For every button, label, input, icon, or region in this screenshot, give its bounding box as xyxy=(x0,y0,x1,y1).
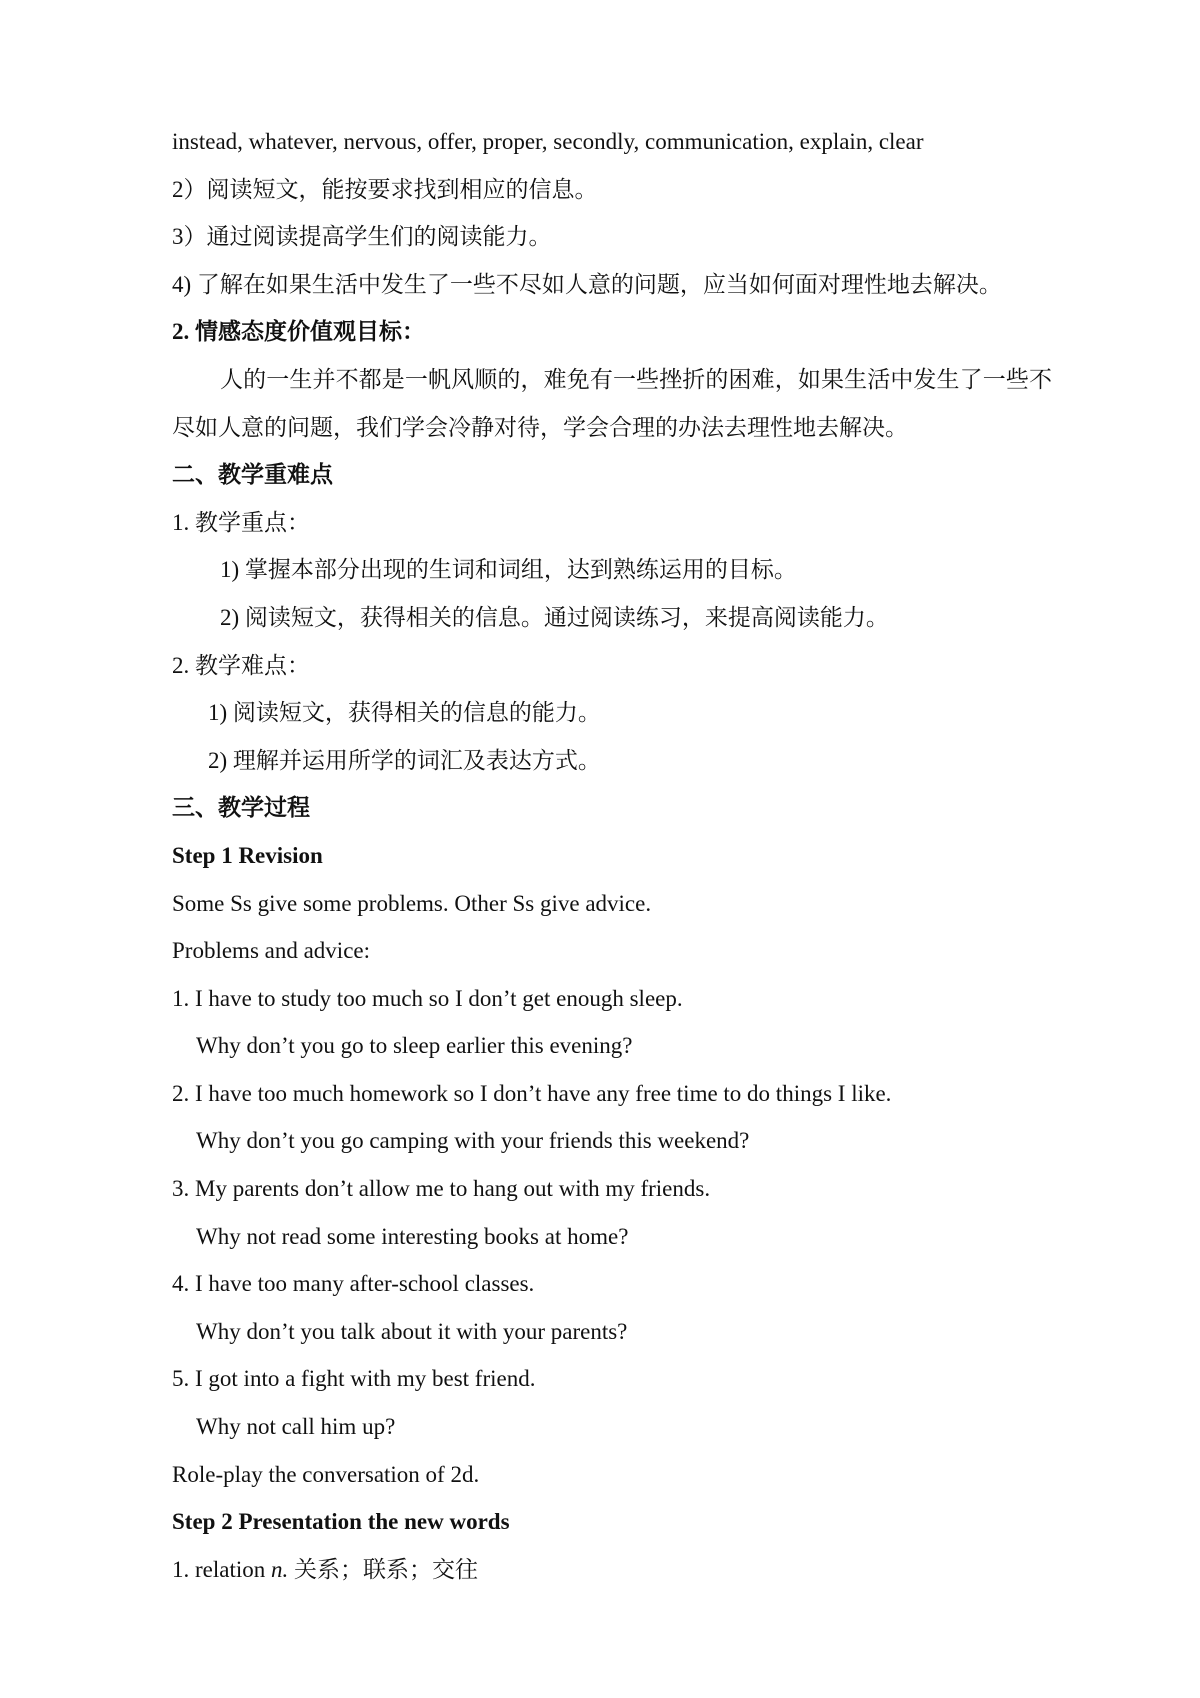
objective-4: 4) 了解在如果生活中发生了一些不尽如人意的问题，应当如何面对理性地去解决。 xyxy=(172,271,1002,297)
word-term: 1. relation xyxy=(172,1556,266,1582)
step1-heading: Step 1 Revision xyxy=(172,842,323,868)
objective-2: 2）阅读短文，能按要求找到相应的信息。 xyxy=(172,176,598,202)
difficult-point-1: 1) 阅读短文，获得相关的信息的能力。 xyxy=(208,700,601,726)
objective-3: 3）通过阅读提高学生们的阅读能力。 xyxy=(172,224,552,250)
advice-3: Why not read some interesting books at home? xyxy=(196,1223,629,1249)
problem-4: 4. I have too many after-school classes. xyxy=(172,1271,535,1297)
word-part-of-speech: n. xyxy=(271,1556,289,1582)
emotion-heading: 2. 情感态度价值观目标： xyxy=(172,319,425,345)
word-meaning: 关系；联系；交往 xyxy=(294,1556,478,1582)
document-page xyxy=(172,118,1052,1593)
section3-heading: 三、教学过程 xyxy=(172,795,310,821)
step2-heading: Step 2 Presentation the new words xyxy=(172,1509,510,1535)
word-entry-1 xyxy=(172,1546,1052,1594)
key-point-1: 1) 掌握本部分出现的生词和词组，达到熟练运用的目标。 xyxy=(220,557,797,583)
key-points-heading: 1. 教学重点： xyxy=(172,509,310,535)
difficult-points-heading: 2. 教学难点： xyxy=(172,652,310,678)
problem-1: 1. I have to study too much so I don’t get enough sleep. xyxy=(172,985,683,1011)
step1-subheading: Problems and advice: xyxy=(172,938,371,964)
problem-5: 5. I got into a fight with my best friend. xyxy=(172,1366,536,1392)
advice-2: Why don’t you go camping with your friends this weekend? xyxy=(196,1128,750,1154)
step1-intro: Some Ss give some problems. Other Ss give advice. xyxy=(172,890,652,916)
key-point-2: 2) 阅读短文，获得相关的信息。通过阅读练习，来提高阅读能力。 xyxy=(220,604,889,630)
advice-5: Why not call him up? xyxy=(196,1414,396,1440)
advice-4: Why don’t you talk about it with your parents? xyxy=(196,1318,628,1344)
emotion-paragraph: 人的一生并不都是一帆风顺的，难免有一些挫折的困难，如果生活中发生了一些不尽如人意的问题，我们学会冷静对待，学会合理的办法去理性地去解决。 xyxy=(172,366,1052,440)
roleplay-line: Role-play the conversation of 2d. xyxy=(172,1461,480,1487)
section2-heading: 二、教学重难点 xyxy=(172,462,333,488)
problem-2: 2. I have too much homework so I don’t have any free time to do things I like. xyxy=(172,1080,892,1106)
difficult-point-2: 2) 理解并运用所学的词汇及表达方式。 xyxy=(208,747,601,773)
problem-3: 3. My parents don’t allow me to hang out with my friends. xyxy=(172,1176,711,1202)
advice-1: Why don’t you go to sleep earlier this evening? xyxy=(196,1033,633,1059)
vocabulary-line: instead, whatever, nervous, offer, proper, secondly, communication, explain, clear xyxy=(172,129,924,154)
